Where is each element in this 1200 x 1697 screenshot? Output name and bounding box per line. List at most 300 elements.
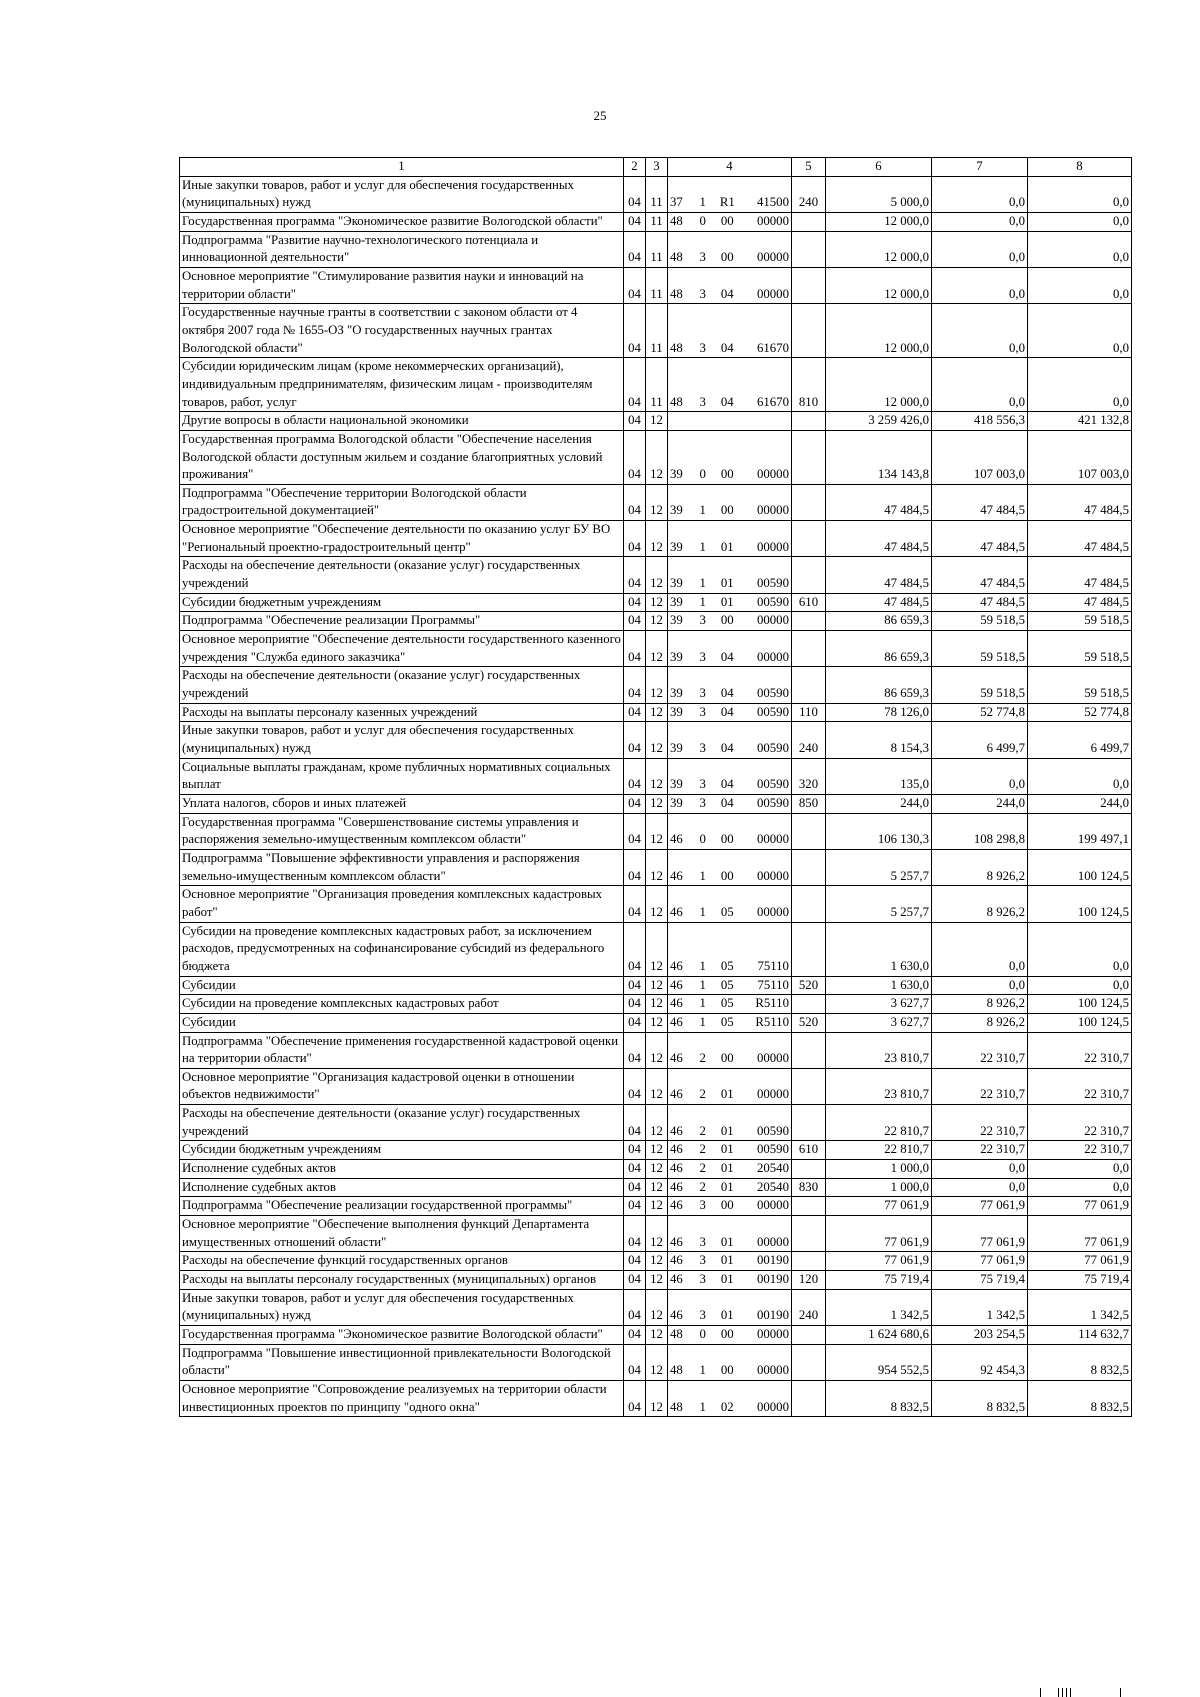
- target-article-parts: [670, 1399, 789, 1417]
- direction-code: 00590: [756, 686, 789, 701]
- amount-col-8: 0,0: [1028, 758, 1132, 794]
- table-row: [180, 593, 1132, 612]
- amount-col-7: 22 310,7: [932, 1032, 1028, 1068]
- expense-type-code: [792, 304, 826, 358]
- amount-col-6: 86 659,3: [826, 612, 932, 631]
- amount-col-7: 47 484,5: [932, 521, 1028, 557]
- amount-col-8: 47 484,5: [1028, 484, 1132, 520]
- amount-col-7: 0,0: [932, 1178, 1028, 1197]
- amount-col-8: 8 832,5: [1028, 1344, 1132, 1380]
- target-article-code: [668, 1141, 792, 1160]
- expense-name: Основное мероприятие "Сопровождение реализуемых на территории области инвестиционных проектов по принципу "одного окна": [180, 1380, 624, 1416]
- subsection-code: 12: [646, 1380, 668, 1416]
- target-article-parts: [670, 1234, 789, 1252]
- subprogram-code: 1: [699, 576, 706, 591]
- table-row: [180, 1197, 1132, 1216]
- subsection-code: 12: [646, 612, 668, 631]
- amount-col-7: 92 454,3: [932, 1344, 1028, 1380]
- table-row: [180, 794, 1132, 813]
- expense-type-code: 120: [792, 1271, 826, 1290]
- event-code: 04: [720, 704, 734, 719]
- target-article-code: [668, 1178, 792, 1197]
- subsection-code: 12: [646, 557, 668, 593]
- target-article-parts: [670, 1050, 789, 1068]
- amount-col-8: 0,0: [1028, 176, 1132, 212]
- section-code: 04: [624, 886, 646, 922]
- amount-col-7: 22 310,7: [932, 1141, 1028, 1160]
- expense-type-code: [792, 1197, 826, 1216]
- amount-col-8: 77 061,9: [1028, 1252, 1132, 1271]
- expense-type-code: [792, 412, 826, 431]
- target-article-parts: [670, 466, 789, 484]
- amount-col-7: 8 926,2: [932, 1013, 1028, 1032]
- expense-type-code: 520: [792, 1013, 826, 1032]
- program-code: 39: [670, 503, 683, 518]
- table-row: [180, 557, 1132, 593]
- section-code: 04: [624, 849, 646, 885]
- subprogram-code: 0: [699, 213, 706, 228]
- event-code: 01: [720, 1272, 734, 1287]
- direction-code: 00000: [756, 904, 789, 919]
- subprogram-code: 2: [699, 1179, 706, 1194]
- target-article-parts: [670, 1307, 789, 1325]
- event-code: 05: [720, 958, 734, 973]
- expense-type-code: [792, 813, 826, 849]
- subprogram-code: 3: [699, 1308, 706, 1323]
- amount-col-6: 1 000,0: [826, 1178, 932, 1197]
- expense-type-code: [792, 1160, 826, 1179]
- subsection-code: 12: [646, 1160, 668, 1179]
- amount-col-6: 135,0: [826, 758, 932, 794]
- subsection-code: 11: [646, 231, 668, 267]
- header-cell-3: 3: [646, 158, 668, 177]
- program-code: 48: [670, 1327, 683, 1341]
- section-code: 04: [624, 722, 646, 758]
- expense-type-code: 610: [792, 1141, 826, 1160]
- expense-type-code: 240: [792, 1289, 826, 1325]
- section-code: 04: [624, 1013, 646, 1032]
- header-cell-8: 8: [1028, 158, 1132, 177]
- event-code: 05: [720, 1014, 734, 1029]
- program-code: 39: [670, 649, 683, 664]
- event-code: 00: [720, 1363, 734, 1378]
- amount-col-7: 59 518,5: [932, 612, 1028, 631]
- amount-col-8: 47 484,5: [1028, 521, 1132, 557]
- expense-name: Социальные выплаты гражданам, кроме публичных нормативных социальных выплат: [180, 758, 624, 794]
- table-row: [180, 667, 1132, 703]
- expense-type-code: [792, 1344, 826, 1380]
- amount-col-7: 8 926,2: [932, 995, 1028, 1014]
- event-code: 00: [720, 213, 734, 228]
- program-code: 46: [670, 868, 683, 883]
- expense-name: Расходы на обеспечение функций государственных органов: [180, 1252, 624, 1271]
- event-code: 05: [720, 996, 734, 1011]
- expense-type-code: [792, 557, 826, 593]
- table-row: [180, 484, 1132, 520]
- target-article-parts: [670, 1141, 789, 1159]
- section-code: 04: [624, 358, 646, 412]
- direction-code: 00000: [756, 1087, 789, 1102]
- target-article-code: [668, 176, 792, 212]
- program-code: 46: [670, 1161, 683, 1176]
- amount-col-6: 86 659,3: [826, 667, 932, 703]
- table-row: [180, 1105, 1132, 1141]
- expense-type-code: [792, 631, 826, 667]
- section-code: 04: [624, 1197, 646, 1216]
- amount-col-8: 6 499,7: [1028, 722, 1132, 758]
- target-article-code: [668, 976, 792, 995]
- subsection-code: 12: [646, 886, 668, 922]
- event-code: 01: [720, 1123, 734, 1138]
- event-code: 00: [720, 503, 734, 518]
- subprogram-code: 2: [699, 1142, 706, 1157]
- section-code: 04: [624, 667, 646, 703]
- target-article-code: [668, 1344, 792, 1380]
- program-code: 48: [670, 1399, 683, 1414]
- amount-col-7: 77 061,9: [932, 1197, 1028, 1216]
- amount-col-6: 1 630,0: [826, 976, 932, 995]
- table-row: [180, 1013, 1132, 1032]
- amount-col-8: 100 124,5: [1028, 886, 1132, 922]
- amount-col-6: 8 154,3: [826, 722, 932, 758]
- program-code: 46: [670, 977, 683, 992]
- table-row: [180, 1178, 1132, 1197]
- target-article-code: [668, 1289, 792, 1325]
- amount-col-6: 23 810,7: [826, 1032, 932, 1068]
- program-code: 39: [670, 613, 683, 628]
- subprogram-code: 3: [699, 1234, 706, 1249]
- amount-col-7: 108 298,8: [932, 813, 1028, 849]
- subsection-code: 12: [646, 1271, 668, 1290]
- direction-code: 00000: [756, 250, 789, 265]
- target-article-parts: [670, 1123, 789, 1141]
- target-article-code: [668, 1380, 792, 1416]
- section-code: 04: [624, 813, 646, 849]
- subprogram-code: 2: [699, 1051, 706, 1066]
- amount-col-7: 0,0: [932, 358, 1028, 412]
- expense-type-code: 320: [792, 758, 826, 794]
- event-code: 04: [720, 741, 734, 755]
- direction-code: 00000: [756, 1198, 789, 1213]
- target-article-parts: [670, 1252, 789, 1270]
- target-article-code: [668, 1271, 792, 1290]
- target-article-parts: [670, 213, 789, 231]
- subsection-code: 12: [646, 1068, 668, 1104]
- header-cell-1: 1: [180, 158, 624, 177]
- target-article-parts: [670, 1362, 789, 1380]
- target-article-code: [668, 758, 792, 794]
- subprogram-code: 0: [699, 467, 706, 482]
- amount-col-6: 77 061,9: [826, 1252, 932, 1271]
- event-code: R1: [719, 195, 735, 210]
- target-article-code: [668, 667, 792, 703]
- program-code: 46: [670, 996, 683, 1011]
- subsection-code: 12: [646, 758, 668, 794]
- event-code: 04: [720, 340, 734, 355]
- expense-type-code: [792, 1252, 826, 1271]
- section-code: 04: [624, 412, 646, 431]
- direction-code: R5110: [755, 996, 789, 1011]
- event-code: 00: [720, 1198, 734, 1213]
- expense-type-code: [792, 849, 826, 885]
- amount-col-6: 47 484,5: [826, 521, 932, 557]
- expense-name: Основное мероприятие "Обеспечение деятельности государственного казенного учреждения "Служба единого заказчика": [180, 631, 624, 667]
- subprogram-code: 3: [699, 394, 706, 409]
- amount-col-6: 47 484,5: [826, 593, 932, 612]
- expense-name: Субсидии: [180, 1013, 624, 1032]
- amount-col-6: 3 627,7: [826, 995, 932, 1014]
- table-row: [180, 995, 1132, 1014]
- expense-type-code: 240: [792, 176, 826, 212]
- expense-name: Расходы на обеспечение деятельности (оказание услуг) государственных учреждений: [180, 557, 624, 593]
- direction-code: 61670: [756, 340, 789, 355]
- expense-type-code: 830: [792, 1178, 826, 1197]
- section-code: 04: [624, 1271, 646, 1290]
- event-code: 01: [720, 1179, 734, 1194]
- table-row: [180, 813, 1132, 849]
- target-article-parts: [670, 904, 789, 922]
- program-code: 46: [670, 1234, 683, 1249]
- amount-col-7: 107 003,0: [932, 430, 1028, 484]
- amount-col-6: 134 143,8: [826, 430, 932, 484]
- target-article-parts: [670, 594, 789, 612]
- amount-col-7: 47 484,5: [932, 593, 1028, 612]
- direction-code: 00590: [756, 1142, 789, 1157]
- subprogram-code: 3: [699, 1253, 706, 1268]
- amount-col-7: 75 719,4: [932, 1271, 1028, 1290]
- amount-col-8: 0,0: [1028, 1160, 1132, 1179]
- amount-col-8: 100 124,5: [1028, 849, 1132, 885]
- section-code: 04: [624, 593, 646, 612]
- amount-col-7: 0,0: [932, 212, 1028, 231]
- subsection-code: 12: [646, 1289, 668, 1325]
- amount-col-7: 59 518,5: [932, 631, 1028, 667]
- subprogram-code: 1: [699, 1399, 706, 1414]
- amount-col-8: 244,0: [1028, 794, 1132, 813]
- subsection-code: 12: [646, 976, 668, 995]
- table-row: [180, 631, 1132, 667]
- direction-code: 20540: [756, 1179, 789, 1194]
- amount-col-8: 75 719,4: [1028, 1271, 1132, 1290]
- event-code: 00: [720, 1327, 734, 1341]
- table-row: [180, 430, 1132, 484]
- table-row: [180, 358, 1132, 412]
- target-article-parts: [670, 795, 789, 813]
- table-row: [180, 1160, 1132, 1179]
- target-article-parts: [670, 776, 789, 794]
- amount-col-8: 59 518,5: [1028, 631, 1132, 667]
- section-code: 04: [624, 231, 646, 267]
- subprogram-code: 3: [699, 250, 706, 265]
- table-row: [180, 722, 1132, 758]
- direction-code: 00190: [756, 1308, 789, 1323]
- subprogram-code: 1: [699, 594, 706, 609]
- direction-code: 00000: [756, 1327, 789, 1341]
- expense-type-code: [792, 212, 826, 231]
- amount-col-6: 3 259 426,0: [826, 412, 932, 431]
- expense-name: Подпрограмма "Обеспечение реализации Программы": [180, 612, 624, 631]
- target-article-parts: [670, 1014, 789, 1032]
- expense-name: Расходы на обеспечение деятельности (оказание услуг) государственных учреждений: [180, 1105, 624, 1141]
- expense-type-code: 520: [792, 976, 826, 995]
- page-number: 25: [593, 108, 607, 123]
- subprogram-code: 2: [699, 1087, 706, 1102]
- table-row: [180, 231, 1132, 267]
- section-code: 04: [624, 1252, 646, 1271]
- target-article-code: [668, 1160, 792, 1179]
- section-code: 04: [624, 1380, 646, 1416]
- expense-name: Субсидии на проведение комплексных кадастровых работ, за исключением расходов, предусмотренных на софинансирование субсидий из федерального бюджета: [180, 922, 624, 976]
- direction-code: 00000: [756, 286, 789, 301]
- amount-col-8: 59 518,5: [1028, 612, 1132, 631]
- direction-code: 00590: [756, 1123, 789, 1138]
- target-article-parts: [670, 249, 789, 267]
- table-row: [180, 849, 1132, 885]
- direction-code: 00590: [756, 777, 789, 792]
- amount-col-7: 0,0: [932, 267, 1028, 303]
- program-code: 46: [670, 1272, 683, 1287]
- section-code: 04: [624, 1105, 646, 1141]
- table-row: [180, 1032, 1132, 1068]
- subsection-code: 11: [646, 176, 668, 212]
- program-code: 48: [670, 340, 683, 355]
- target-article-parts: [670, 1271, 789, 1289]
- expense-type-code: [792, 1032, 826, 1068]
- subprogram-code: 1: [699, 503, 706, 518]
- amount-col-6: 77 061,9: [826, 1216, 932, 1252]
- section-code: 04: [624, 1326, 646, 1345]
- amount-col-6: 1 000,0: [826, 1160, 932, 1179]
- direction-code: 00000: [756, 868, 789, 883]
- target-article-parts: [670, 868, 789, 886]
- section-code: 04: [624, 1032, 646, 1068]
- event-code: 00: [720, 250, 734, 265]
- subsection-code: 11: [646, 304, 668, 358]
- expense-name: Подпрограмма "Обеспечение реализации государственной программы": [180, 1197, 624, 1216]
- amount-col-8: 22 310,7: [1028, 1032, 1132, 1068]
- subsection-code: 11: [646, 267, 668, 303]
- subsection-code: 12: [646, 722, 668, 758]
- event-code: 01: [720, 1087, 734, 1102]
- amount-col-8: 0,0: [1028, 976, 1132, 995]
- expense-type-code: [792, 231, 826, 267]
- expense-name: Исполнение судебных актов: [180, 1178, 624, 1197]
- expense-name: Подпрограмма "Повышение инвестиционной привлекательности Вологодской области": [180, 1344, 624, 1380]
- target-article-code: [668, 849, 792, 885]
- table-row: [180, 1068, 1132, 1104]
- program-code: 39: [670, 539, 683, 554]
- program-code: 48: [670, 394, 683, 409]
- subprogram-code: 3: [699, 704, 706, 719]
- table-row: [180, 758, 1132, 794]
- direction-code: 00000: [756, 649, 789, 664]
- expense-name: Иные закупки товаров, работ и услуг для обеспечения государственных (муниципальных) нужд: [180, 1289, 624, 1325]
- expense-type-code: 850: [792, 794, 826, 813]
- target-article-code: [668, 430, 792, 484]
- table-row: [180, 703, 1132, 722]
- amount-col-6: 12 000,0: [826, 358, 932, 412]
- subprogram-code: 1: [699, 868, 706, 883]
- expense-type-code: [792, 1326, 826, 1345]
- subsection-code: 12: [646, 813, 668, 849]
- subprogram-code: 1: [699, 539, 706, 554]
- program-code: 46: [670, 958, 683, 973]
- target-article-code: [668, 521, 792, 557]
- target-article-parts: [670, 704, 789, 722]
- subsection-code: 11: [646, 212, 668, 231]
- target-article-parts: [670, 995, 789, 1013]
- program-code: 39: [670, 795, 683, 810]
- target-article-parts: [670, 977, 789, 995]
- direction-code: 00190: [756, 1272, 789, 1287]
- expense-type-code: [792, 612, 826, 631]
- direction-code: 00590: [756, 704, 789, 719]
- amount-col-8: 0,0: [1028, 922, 1132, 976]
- program-code: 48: [670, 1363, 683, 1378]
- amount-col-8: 8 832,5: [1028, 1380, 1132, 1416]
- amount-col-8: 22 310,7: [1028, 1068, 1132, 1104]
- target-article-code: [668, 557, 792, 593]
- subprogram-code: 3: [699, 286, 706, 301]
- expense-name: Государственная программа "Экономическое развитие Вологодской области": [180, 212, 624, 231]
- direction-code: 41500: [756, 195, 789, 210]
- subprogram-code: 0: [699, 832, 706, 847]
- expense-name: Подпрограмма "Повышение эффективности управления и распоряжения земельно-имущественным комплексом области": [180, 849, 624, 885]
- subprogram-code: 1: [699, 904, 706, 919]
- expense-name: Основное мероприятие "Организация проведения комплексных кадастровых работ": [180, 886, 624, 922]
- amount-col-7: 59 518,5: [932, 667, 1028, 703]
- target-article-parts: [670, 958, 789, 976]
- amount-col-8: 22 310,7: [1028, 1105, 1132, 1141]
- expense-type-code: [792, 1105, 826, 1141]
- subsection-code: 12: [646, 593, 668, 612]
- subsection-code: 12: [646, 1032, 668, 1068]
- expense-name: Уплата налогов, сборов и иных платежей: [180, 794, 624, 813]
- program-code: 46: [670, 1123, 683, 1138]
- subsection-code: 12: [646, 1326, 668, 1345]
- amount-col-7: 8 832,5: [932, 1380, 1028, 1416]
- subsection-code: 12: [646, 794, 668, 813]
- event-code: 04: [720, 686, 734, 701]
- subprogram-code: 1: [699, 977, 706, 992]
- amount-col-6: 106 130,3: [826, 813, 932, 849]
- amount-col-6: 5 257,7: [826, 849, 932, 885]
- subsection-code: 12: [646, 995, 668, 1014]
- event-code: 04: [720, 394, 734, 409]
- expense-name: Другие вопросы в области национальной экономики: [180, 412, 624, 431]
- scan-marks: [1040, 1688, 1190, 1697]
- expense-name: Расходы на обеспечение деятельности (оказание услуг) государственных учреждений: [180, 667, 624, 703]
- expense-name: Основное мероприятие "Организация кадастровой оценки в отношении объектов недвижимости": [180, 1068, 624, 1104]
- section-code: 04: [624, 1141, 646, 1160]
- section-code: 04: [624, 1344, 646, 1380]
- amount-col-6: 22 810,7: [826, 1141, 932, 1160]
- event-code: 05: [720, 904, 734, 919]
- target-article-code: [668, 267, 792, 303]
- amount-col-8: 0,0: [1028, 358, 1132, 412]
- subprogram-code: 3: [699, 1198, 706, 1213]
- table-row: [180, 1380, 1132, 1416]
- event-code: 05: [720, 977, 734, 992]
- target-article-code: [668, 304, 792, 358]
- section-code: 04: [624, 794, 646, 813]
- event-code: 01: [720, 1142, 734, 1157]
- subsection-code: 12: [646, 667, 668, 703]
- amount-col-6: 12 000,0: [826, 267, 932, 303]
- amount-col-6: 23 810,7: [826, 1068, 932, 1104]
- subprogram-code: 3: [699, 340, 706, 355]
- expense-name: Основное мероприятие "Обеспечение деятельности по оказанию услуг БУ ВО "Региональный проектно-градостроительный центр": [180, 521, 624, 557]
